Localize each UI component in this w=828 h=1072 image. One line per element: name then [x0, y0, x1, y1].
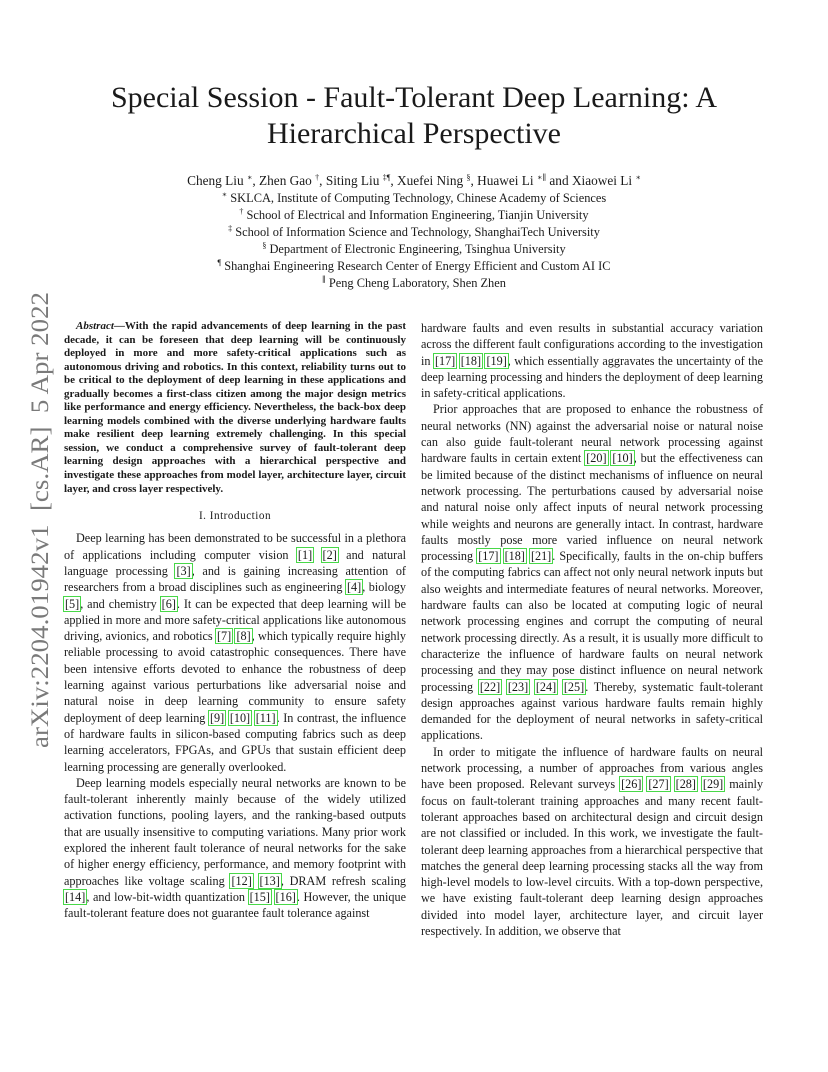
body-text: hardware faults and even results in substantial accuracy variation across the different fault configurations according to the investigation in: [421, 321, 763, 368]
body-text: Prior approaches that are proposed to enhance the robustness of neural networks (NN) against the adversarial noise or natural noise can also guide fault-tolerant neural network processing against hardware faults in certain extent: [421, 402, 763, 466]
author-name: Zhen Gao: [259, 173, 312, 188]
body-text: , but the effectiveness can be limited because of the distinct mechanisms of influence on neural network processing. The perturbations caused by adversarial noise and natural noise only affect inputs of neural network processing while weights and neurons are generally intact. In contrast, hardware faults mostly pose more varied influence on neural network processing: [421, 451, 764, 564]
citation-link[interactable]: [28]: [675, 777, 696, 792]
body-text: and natural language processing: [64, 547, 407, 578]
citation-link[interactable]: [10]: [612, 451, 633, 466]
body-text: , and is gaining increasing attention of researchers from a broad disciplines such as engineering: [64, 564, 406, 595]
citation-link[interactable]: [29]: [702, 777, 724, 792]
body-text: mainly focus on fault-tolerant training approaches and many recent fault-tolerant approaches based on architectural design and circuit design are not classified or included. In this work, we investigate the fault-tolerant deep learning approaches from a hierarchical perspective that matches the general deep learning processing stacks all the way from high-level models to low-level circuits. With a top-down perspective, we have existing fault-tolerant deep learning design approaches divided into model layer, architecture layer, and circuit layer respectively. In addition, we observe that: [421, 777, 764, 938]
body-text: . However, the unique fault-tolerant feature does not guarantee fault tolerance against: [64, 889, 406, 921]
body-paragraph: [421, 320, 763, 401]
affiliation-mark: §: [466, 173, 471, 182]
citation-link[interactable]: [19]: [486, 353, 507, 368]
affiliation-mark: ‡: [228, 224, 233, 233]
affiliation-text: Shanghai Engineering Research Center of Energy Efficient and Custom AI IC: [224, 259, 611, 273]
citation-link[interactable]: [16]: [275, 889, 296, 904]
body-text: , which typically require highly reliable processing to avoid catastrophic consequences. There have been intensive efforts devoted to enhance the robustness of deep learning against various perturbations like adversarial noise and natural noise in deep learning community to ensure safety deployment of deep learning: [64, 629, 406, 725]
citation-link[interactable]: [7]: [216, 629, 232, 644]
arxiv-identifier-text: arXiv:2204.01942v1 [cs.AR] 5 Apr 2022: [25, 315, 54, 748]
author-name: Xiaowei Li: [571, 173, 633, 188]
body-text: . Specifically, faults in the on-chip buffers of the computing fabrics can affect not only neural network inputs but also weights and intermediate features of neural networks. Moreover, hardware faults can also be located at computing logic of neural network processing engines and corrupt the computing of neural network processing directly. As a result, it is usually more difficult to characterize the influence of hardware faults on neural network processing and they may pose distinct influence on neural network processing: [421, 549, 764, 694]
affiliation-mark: ∗: [635, 173, 641, 182]
body-text: . In contrast, the influence of hardware faults in silicon-based computing fabrics such as deep learning accelerators, FPGAs, and GPUs that sustain efficient deep learning processing are generally overlooked.: [64, 710, 406, 774]
citation-link[interactable]: [8]: [236, 629, 251, 644]
affiliation-text: School of Electrical and Information Engineering, Tianjin University: [246, 208, 589, 222]
citation-link[interactable]: [26]: [621, 777, 642, 792]
citation-link[interactable]: [10]: [229, 710, 251, 725]
affiliation-line: [40, 190, 788, 207]
arxiv-identifier-stamp: [12, 290, 62, 750]
author-name: Cheng Liu: [187, 173, 244, 188]
affiliation-line: [40, 275, 788, 292]
author-name: Siting Liu: [325, 173, 380, 188]
author-name: Xuefei Ning: [397, 173, 464, 188]
body-text: Deep learning models especially neural networks are known to be fault-tolerant inherently mainly because of the widely utilized activation functions, pooling layers, and the ranking-based outputs that are usually insensitive to computing variations. Many prior work explored the inherent fault tolerance of neural networks for the sake of higher energy efficiency, performance, and memory footprint with approaches like voltage scaling: [64, 775, 406, 888]
citation-link[interactable]: [6]: [161, 596, 176, 611]
affiliation-line: [40, 224, 788, 241]
citation-link[interactable]: [5]: [65, 596, 80, 611]
affiliation-line: [40, 258, 788, 275]
citation-link[interactable]: [11]: [255, 710, 276, 725]
affiliation-text: School of Information Science and Technology, ShanghaiTech University: [235, 225, 600, 239]
body-text: Deep learning has been demonstrated to be successful in a plethora of applications including computer vision: [64, 531, 406, 562]
section-heading-introduction: I. Introduction: [198, 510, 272, 523]
citation-link[interactable]: [17]: [478, 549, 499, 564]
affiliation-list: [40, 190, 788, 292]
affiliation-text: Department of Electronic Engineering, Tsinghua University: [269, 242, 566, 256]
citation-link[interactable]: [24]: [535, 679, 557, 694]
body-text: , biology: [362, 580, 406, 595]
affiliation-mark: ¶: [217, 258, 222, 267]
abstract-paragraph: [64, 320, 406, 496]
author-name: Huawei Li: [477, 173, 534, 188]
abstract-text: —With the rapid advancements of deep learning in the past decade, it can be foreseen that deep learning will be continuously deployed in more and more safety-critical applications such as autonomous driving and robotics. In this context, reliability turns out to be critical to the deployment of deep learning in these applications and gradually becomes a first-class citizen among the major design metrics like performance and energy efficiency. Nevertheless, the back-box deep learning models combined with the diverse underlying hardware faults make resilient deep learning extremely challenging. In this special session, we conduct a comprehensive survey of fault-tolerant deep learning design approaches with a hierarchical perspective and investigate these approaches from model layer, architecture layer, circuit layer, and cross layer respectively.: [64, 320, 406, 495]
left-column: [64, 320, 406, 922]
body-paragraph: [64, 775, 406, 922]
affiliation-line: [40, 207, 788, 224]
citation-link[interactable]: [20]: [586, 451, 607, 466]
body-paragraph: [64, 530, 406, 774]
right-column: [421, 320, 763, 939]
citation-link[interactable]: [21]: [530, 549, 552, 564]
citation-link[interactable]: [13]: [259, 873, 280, 888]
affiliation-text: Peng Cheng Laboratory, Shen Zhen: [328, 276, 506, 290]
body-text: , and low-bit-width quantization: [86, 889, 249, 904]
citation-link[interactable]: [14]: [65, 889, 86, 904]
affiliation-mark: ∗: [246, 173, 253, 182]
affiliation-mark: †: [315, 173, 320, 182]
citation-link[interactable]: [18]: [504, 549, 525, 564]
citation-link[interactable]: [22]: [479, 679, 501, 694]
affiliation-line: [40, 241, 788, 258]
citation-link[interactable]: [27]: [648, 777, 669, 792]
body-text: . It can be expected that deep learning will be applied in more and more safety-critical applications like autonomous driving, avionics, and robotics: [64, 596, 406, 644]
body-text: , and chemistry: [80, 596, 161, 611]
abstract-label: Abstract: [76, 320, 114, 332]
citation-link[interactable]: [2]: [322, 547, 337, 562]
citation-link[interactable]: [25]: [563, 679, 585, 694]
citation-link[interactable]: [1]: [297, 547, 313, 562]
body-text: . Thereby, systematic fault-tolerant design approaches against various hardware faults remain highly demanded for the deployment of neural networks in safety-critical applications.: [421, 679, 764, 743]
author-list: Cheng Liu ∗, Zhen Gao †, Siting Liu ‡¶, Xuefei Ning §, Huawei Li ∗∥ and Xiaowei Li ∗: [187, 173, 641, 188]
affiliation-mark: ‡¶: [382, 173, 391, 182]
citation-link[interactable]: [18]: [460, 353, 482, 368]
affiliation-mark: ∗: [221, 190, 228, 199]
citation-link[interactable]: [4]: [346, 580, 362, 595]
affiliation-mark: ∗∥: [536, 173, 547, 182]
citation-link[interactable]: [17]: [434, 353, 456, 368]
affiliation-mark: †: [239, 207, 244, 216]
citation-link[interactable]: [9]: [210, 710, 225, 725]
citation-link[interactable]: [15]: [249, 889, 270, 904]
body-text: , which essentially aggravates the uncertainty of the deep learning processing and hinders the deployment of deep learning in safety-critical applications.: [421, 353, 764, 401]
body-text: In order to mitigate the influence of hardware faults on neural network processing, a number of approaches from various angles have been proposed. Relevant surveys: [421, 744, 763, 792]
affiliation-text: SKLCA, Institute of Computing Technology, Chinese Academy of Sciences: [230, 191, 607, 205]
citation-link[interactable]: [23]: [507, 679, 529, 694]
body-paragraph: [421, 401, 763, 743]
paper-title: Special Session - Fault-Tolerant Deep Learning: A Hierarchical Perspective: [110, 81, 718, 150]
affiliation-mark: §: [262, 241, 267, 250]
body-text: , DRAM refresh scaling: [280, 873, 407, 888]
body-paragraph: [421, 744, 763, 940]
citation-link[interactable]: [12]: [231, 873, 252, 888]
citation-link[interactable]: [3]: [176, 564, 191, 578]
affiliation-mark: ∥: [322, 275, 326, 284]
